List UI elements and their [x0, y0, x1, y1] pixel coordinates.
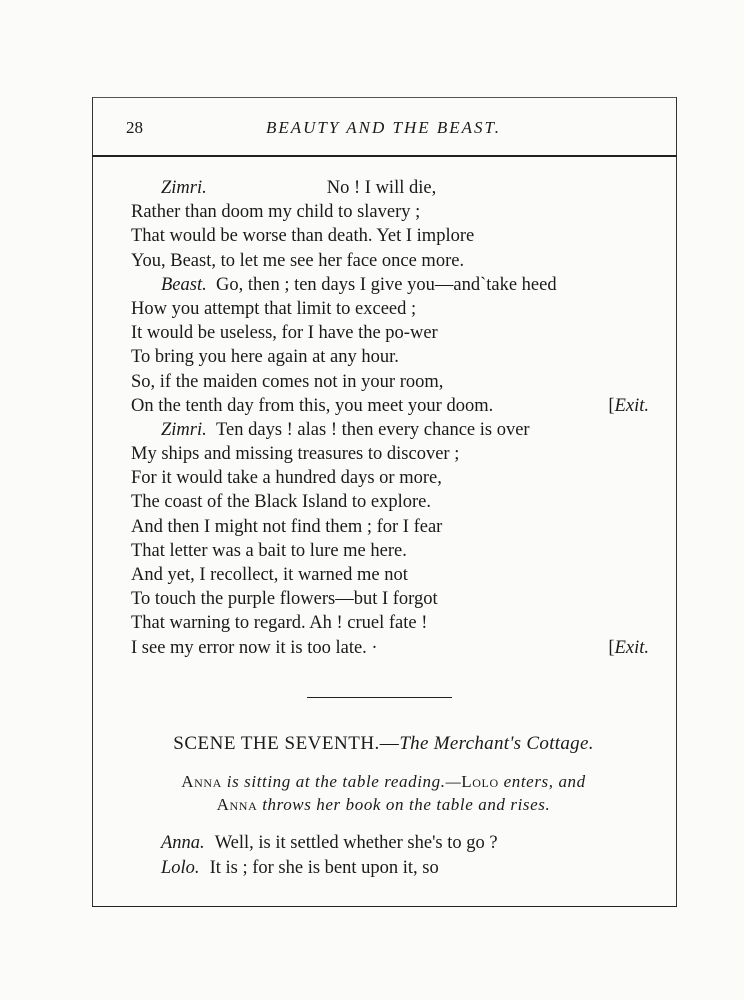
- header-rule: [92, 155, 677, 157]
- spacer: [207, 275, 216, 295]
- verse-line: [131, 515, 651, 539]
- dialogue-text: Well, is it settled whether she's to go ?: [214, 833, 498, 853]
- speaker-name: Zimri.: [161, 178, 207, 198]
- scene-divider: [307, 697, 452, 698]
- verse-text: Ten days ! alas ! then every chance is over: [216, 419, 530, 440]
- stage-text: is sitting at the table reading.—: [221, 772, 462, 791]
- verse-text: And yet, I recollect, it warned me not: [131, 565, 408, 585]
- dialogue-line: [161, 858, 439, 879]
- verse-text: And then I might not find them ; for I fear: [131, 516, 443, 537]
- exit-direction: [608, 636, 649, 660]
- verse-line: [131, 636, 651, 660]
- exit-direction: [608, 394, 649, 418]
- verse-line: [131, 418, 651, 442]
- exit-text: Exit.: [614, 637, 649, 658]
- verse-line: [131, 611, 651, 635]
- verse-text: My ships and missing treasures to discover ;: [131, 444, 460, 465]
- spacer: [207, 420, 216, 440]
- speaker-name: Anna.: [161, 833, 205, 853]
- exit-bracket: [: [608, 637, 615, 658]
- exit-bracket: [: [608, 395, 615, 416]
- verse-text: That warning to regard. Ah ! cruel fate !: [131, 613, 428, 634]
- stage-text: throws her book on the table and rises.: [257, 795, 551, 814]
- running-title: BEAUTY AND THE BEAST.: [266, 118, 501, 137]
- verse-text: So, if the maiden comes not in your room,: [131, 371, 444, 392]
- verse-line: [131, 273, 651, 297]
- verse-text: That would be worse than death. Yet I implore: [131, 226, 475, 247]
- verse-text: To touch the purple flowers—but I forgot: [131, 589, 438, 610]
- stage-direction-1: [92, 772, 675, 792]
- scene-heading: [92, 733, 675, 755]
- verse-line: [131, 176, 651, 200]
- verse-line: [131, 539, 651, 563]
- verse-text: To bring you here again at any hour.: [131, 347, 399, 368]
- verse-text: Go, then ; ten days I give you—and`take heed: [215, 274, 557, 295]
- stage-direction-2: [92, 795, 675, 815]
- verse-text: I see my error now it is too late. ·: [131, 637, 378, 658]
- verse-line: [131, 490, 651, 514]
- verse-text: No ! I will die,: [326, 178, 437, 198]
- speaker-name: Beast.: [161, 274, 207, 295]
- verse-text: For it would take a hundred days or more,: [131, 468, 442, 489]
- verse-line: [131, 224, 651, 248]
- stage-text: enters, and: [498, 772, 586, 791]
- verse-line: [131, 587, 651, 611]
- verse-line: [131, 370, 651, 394]
- exit-text: Exit.: [614, 395, 649, 416]
- verse-text: How you attempt that limit to exceed ;: [131, 298, 417, 319]
- scene-heading-text: SCENE THE SEVENTH.—: [173, 733, 400, 754]
- verse-line: [131, 442, 651, 466]
- verse-line: [131, 200, 651, 224]
- verse-line: [131, 563, 651, 587]
- stage-character: Lolo: [461, 772, 499, 791]
- verse-line: [131, 394, 651, 418]
- bottom-border: [92, 906, 677, 907]
- verse-text: On the tenth day from this, you meet your doom.: [131, 395, 494, 416]
- verse-text: The coast of the Black Island to explore.: [131, 492, 432, 513]
- verse-text: You, Beast, to let me see her face once more.: [131, 250, 465, 271]
- stage-character: Anna: [216, 795, 258, 814]
- speaker-name: Zimri.: [161, 419, 207, 440]
- page-number: 28: [126, 118, 143, 137]
- dialogue-text: It is ; for she is bent upon it, so: [209, 858, 439, 878]
- stage-character: Anna: [181, 772, 222, 791]
- verse-block: [131, 176, 651, 660]
- page-header: [92, 116, 675, 146]
- verse-line: [131, 249, 651, 273]
- dialogue-line: [161, 833, 498, 854]
- verse-line: [131, 345, 651, 369]
- verse-line: [131, 466, 651, 490]
- verse-text: That letter was a bait to lure me here.: [131, 540, 407, 561]
- verse-line: [131, 321, 651, 345]
- verse-text: It would be useless, for I have the po-wer: [131, 323, 438, 344]
- verse-line: [131, 297, 651, 321]
- scene-heading-italic: The Merchant's Cottage.: [399, 733, 594, 754]
- verse-text: Rather than doom my child to slavery ;: [131, 202, 421, 223]
- speaker-name: Lolo.: [161, 858, 200, 878]
